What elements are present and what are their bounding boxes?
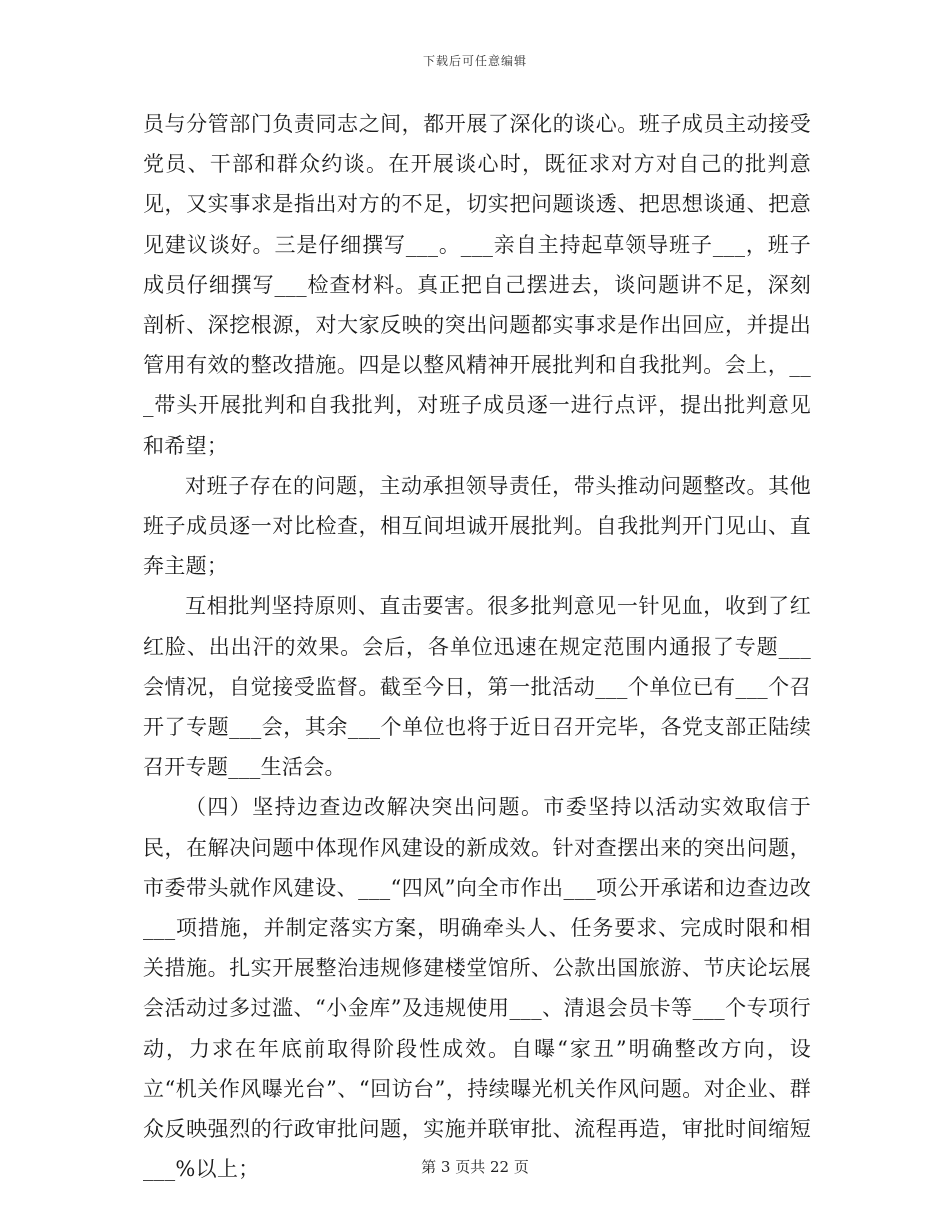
document-body [143, 104, 811, 1189]
page-header: 下载后可任意编辑 [422, 54, 527, 68]
page-number: 第 3 页共 22 页 [421, 1158, 529, 1176]
paragraph-3: 互相批判坚持原则、直击要害。很多批判意见一针见血，收到了红红脸、出出汗的效果。会后，各单位迅速在规定范围内通报了专题___会情况，自觉接受监督。截至今日，第一批活动___个单位已有___个召开了专题___会，其余___个单位也将于近日召开完毕，各党支部正陆续召开专题___生活会。 [143, 594, 811, 780]
paragraph-1: 员与分管部门负责同志之间，都开展了深化的谈心。班子成员主动接受党员、干部和群众约谈。在开展谈心时，既征求对方对自己的批判意见，又实事求是指出对方的不足，切实把问题谈透、把思想谈通、把意见建议谈好。三是仔细撰写___。___亲自主持起草领导班子___，班子成员仔细撰写___检查材料。真正把自己摆进去，谈问题讲不足，深刻剖析、深挖根源，对大家反映的突出问题都实事求是作出回应，并提出管用有效的整改措施。四是以整风精神开展批判和自我批判。会上，___带头开展批判和自我批判，对班子成员逐一进行点评，提出批判意见和希望； [143, 112, 811, 458]
paragraph-4: （四）坚持边查边改解决突出问题。市委坚持以活动实效取信于民，在解决问题中体现作风建设的新成效。针对查摆出来的突出问题，市委带头就作风建设、___“四风”向全市作出___项公开承诺和边查边改___项措施，并制定落实方案，明确牵头人、任务要求、完成时限和相关措施。扎实开展整治违规修建楼堂馆所、公款出国旅游、节庆论坛展会活动过多过滥、“小金库”及违规使用___、清退会员卡等___个专项行动，力求在年底前取得阶段性成效。自曝“家丑”明确整改方向，设立“机关作风曝光台”、“回访台”，持续曝光机关作风问题。对企业、群众反映强烈的行政审批问题，实施并联审批、流程再造，审批时间缩短___%以上； [143, 795, 811, 1182]
paragraph-2: 对班子存在的问题，主动承担领导责任，带头推动问题整改。其他班子成员逐一对比检查，相互间坦诚开展批判。自我批判开门见山、直奔主题； [143, 473, 811, 579]
